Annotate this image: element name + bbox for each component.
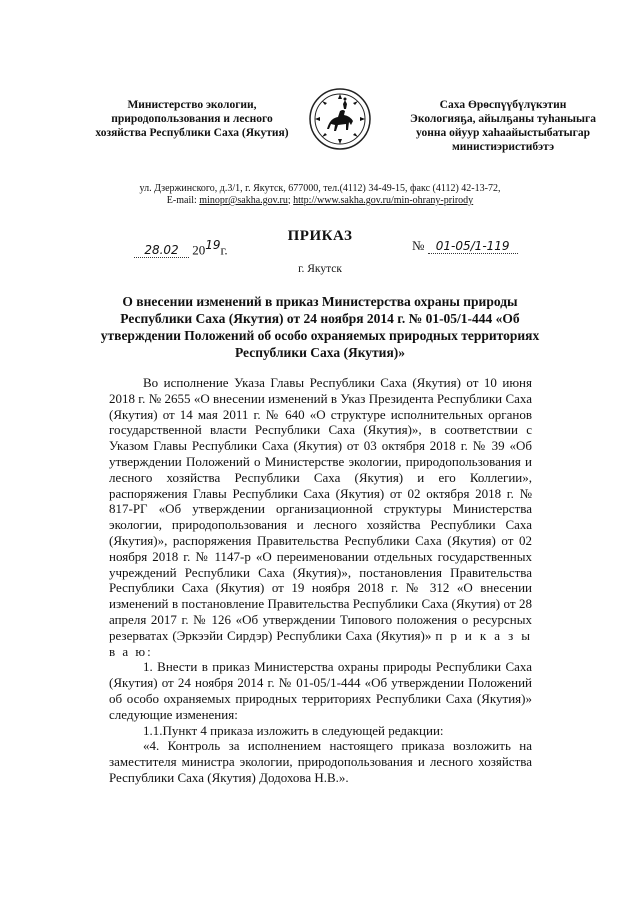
number-value: 01-05/1-119 [428,239,518,254]
document-title: ПРИКАЗ [287,228,353,244]
preamble-text: Во исполнение Указа Главы Республики Саха (Якутия) от 10 июня 2018 г. № 2655 «О внесении изменений в Указ Президента Республики Саха (Якутия) от 14 мая 2011 г. № 640 «О структуре исполнительных органов государственной власти Республики Саха (Якутия)», в соответствии с Указом Главы Республики Саха (Якутия) от 03 октября 2018 г. № 39 «Об утверждении Положений о Министерстве экологии, природопользования и лесного хозяйства Республики Саха (Якутия) и его Коллегии», распоряжения Главы Республики Саха (Якутия) от 02 октября 2018 г. № 817-РГ «Об утверждении организационной структуры Министерства экологии, природопользования и лесного хозяйства Республики Саха (Якутия)», распоряжения Правительства Республики Саха (Якутия) от 02 ноября 2018 г. № 1147-р «О переименовании отдельных государственных учреждений Республики Саха (Якутия)», постановления Правительства Республики Саха (Якутия) от 19 ноября 2018 г. № 312 «О внесении изменений в постановление Правительства Республики Саха (Якутия) от 28 апреля 2017 г. № 126 «Об утверждении Типового положения о ресурсных резерватах (Эркээйи Сирдэр) Республики Саха (Якутия)» [109,375,532,643]
contact-line [60,195,580,207]
email-label: E-mail: [166,195,200,206]
order-subject: О внесении изменений в приказ Министерства охраны природы Республики Саха (Якутия) от 24 ноября 2014 г. № 01-05/1-444 «Об утверждении Положений об особо охраняемых природных территориях Республики Саха (Якутия)» [100,294,540,360]
body-paragraph-preamble [109,375,532,659]
ministry-name-russian [92,98,292,140]
address-line: ул. Дзержинского, д.3/1, г. Якутск, 677000, тел.(4112) 34-49-15, факс (4112) 42-13-72, [139,183,501,194]
order-number [412,238,518,254]
header-right-line-4: министиэристибэтэ [451,141,555,153]
order-word: п р и к а з ы в а ю: [109,627,532,659]
header-right-line-2: Экологияҕа, айылҕаны туһаныыга [410,113,596,125]
header-right-line-1: Саха Өрөспүүбүлүкэтин [439,99,567,111]
address-block [60,183,580,207]
contact-separator: ; [287,195,294,206]
date-day-month: 28.02 [134,243,189,258]
email-link[interactable]: minopr@sakha.gov.ru [199,195,288,206]
order-date [134,238,228,258]
body-paragraph-item-1-1: 1.1.Пункт 4 приказа изложить в следующей редакции: [143,722,444,738]
header-right-line-3: уонна ойуур хаһаайыстыбатыгар [415,127,591,139]
order-body [109,375,532,786]
header-left-line-1: Министерство экологии, [127,99,257,111]
body-paragraph-item-1: 1. Внести в приказ Министерства охраны природы Республики Саха (Якутия) от 24 ноября 2014 г. № 01-05/1-444 «Об утверждении Положений об особо охраняемых природных территориях Республики Саха (Якутия)» следующие изменения: [109,659,532,722]
ministry-name-yakut [398,98,608,154]
coat-of-arms-emblem-icon [309,88,371,150]
number-sign: № [412,238,425,253]
date-year-g: г. [220,242,228,258]
city-label: г. Якутск [298,263,342,275]
header-left-line-2: природопользования и лесного [111,113,273,125]
header-left-line-3: хозяйства Республики Саха (Якутия) [95,127,289,139]
date-year-suffix: 19 [205,238,221,252]
website-link[interactable]: http://www.sakha.gov.ru/min-ohrany-prirody [293,195,474,206]
body-paragraph-item-4: «4. Контроль за исполнением настоящего приказа возложить на заместителя министра экологии, природопользования и лесного хозяйства Республики Саха (Якутия) Додохова Н.В.». [109,738,532,785]
date-year-prefix: 20 [192,242,206,258]
